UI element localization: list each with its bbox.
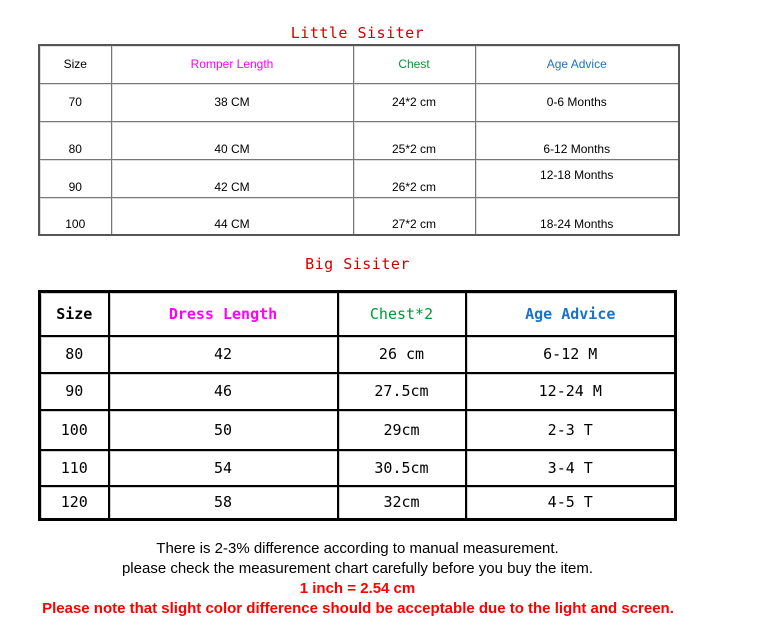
cell-length: 46 — [109, 373, 338, 410]
header-chest: Chest — [353, 45, 475, 83]
cell-length: 38 CM — [111, 83, 353, 121]
cell-chest: 30.5cm — [338, 450, 466, 486]
cell-age: 0-6 Months — [475, 83, 679, 121]
cell-chest: 25*2 cm — [353, 121, 475, 159]
color-difference-note: Please note that slight color difference should be acceptable due to the light and screen. — [42, 600, 674, 617]
table-header-row — [39, 45, 679, 83]
table-row — [40, 336, 676, 373]
cell-chest: 32cm — [338, 486, 466, 520]
cell-chest: 26*2 cm — [353, 159, 475, 197]
cell-size: 120 — [40, 486, 109, 520]
cell-chest: 29cm — [338, 410, 466, 450]
little-sister-size-table — [38, 44, 680, 236]
header-dress-length: Dress Length — [109, 292, 338, 336]
cell-length: 40 CM — [111, 121, 353, 159]
cell-size: 80 — [40, 336, 109, 373]
cell-age: 12-18 Months — [475, 159, 679, 197]
cell-length: 54 — [109, 450, 338, 486]
cell-size: 70 — [39, 83, 111, 121]
cell-size: 90 — [40, 373, 109, 410]
cell-length: 44 CM — [111, 197, 353, 235]
cell-size: 80 — [39, 121, 111, 159]
header-age-advice: Age Advice — [466, 292, 676, 336]
check-chart-note: please check the measurement chart carefully before you buy the item. — [121, 560, 594, 577]
table-row — [40, 450, 676, 486]
cell-age: 6-12 Months — [475, 121, 679, 159]
cell-size: 100 — [39, 197, 111, 235]
cell-age: 2-3 T — [466, 410, 676, 450]
header-romper-length: Romper Length — [111, 45, 353, 83]
cell-size: 100 — [40, 410, 109, 450]
table-header-row — [40, 292, 676, 336]
table-row — [39, 159, 679, 197]
table-row — [39, 121, 679, 159]
cell-size: 90 — [39, 159, 111, 197]
header-chest: Chest*2 — [338, 292, 466, 336]
cell-chest: 27*2 cm — [353, 197, 475, 235]
cell-length: 42 CM — [111, 159, 353, 197]
inch-conversion-note: 1 inch = 2.54 cm — [299, 580, 416, 597]
cell-chest: 24*2 cm — [353, 83, 475, 121]
little-sister-title: Little Sisiter — [290, 24, 425, 42]
cell-age: 3-4 T — [466, 450, 676, 486]
cell-length: 58 — [109, 486, 338, 520]
table-row — [40, 486, 676, 520]
cell-chest: 26 cm — [338, 336, 466, 373]
cell-age: 18-24 Months — [475, 197, 679, 235]
table-row — [39, 83, 679, 121]
measurement-difference-note: There is 2-3% difference according to manual measurement. — [156, 540, 559, 557]
big-sister-size-table — [38, 290, 677, 521]
header-age-advice: Age Advice — [475, 45, 679, 83]
header-size: Size — [40, 292, 109, 336]
big-sister-title: Big Sisiter — [305, 255, 410, 273]
cell-age: 4-5 T — [466, 486, 676, 520]
cell-age: 6-12 M — [466, 336, 676, 373]
cell-chest: 27.5cm — [338, 373, 466, 410]
cell-length: 42 — [109, 336, 338, 373]
cell-age: 12-24 M — [466, 373, 676, 410]
header-size: Size — [39, 45, 111, 83]
table-row — [39, 197, 679, 235]
table-row — [40, 373, 676, 410]
cell-size: 110 — [40, 450, 109, 486]
table-row — [40, 410, 676, 450]
cell-length: 50 — [109, 410, 338, 450]
